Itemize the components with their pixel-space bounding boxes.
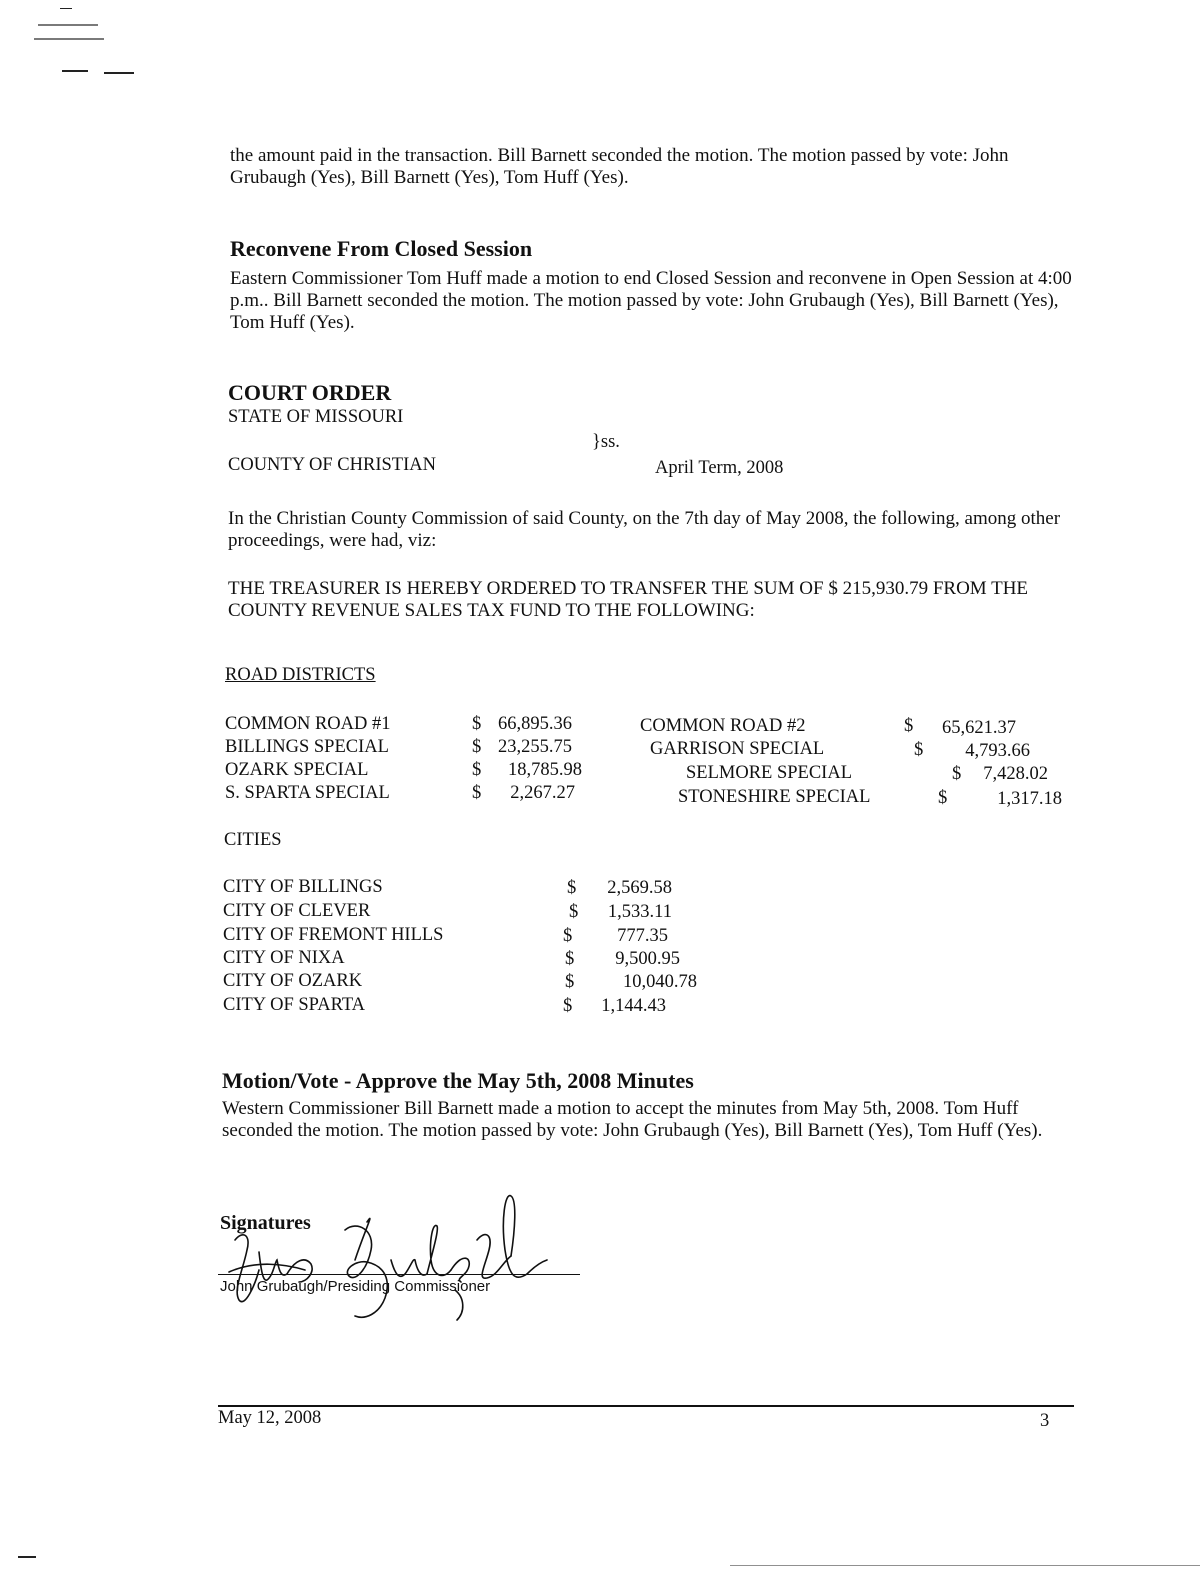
signatures-heading: Signatures xyxy=(220,1212,311,1234)
road-amount: 7,428.02 xyxy=(983,764,1048,784)
road-name: S. SPARTA SPECIAL xyxy=(225,783,390,803)
dollar-sign: $ xyxy=(569,902,579,922)
dollar-sign: $ xyxy=(563,996,573,1016)
term-label: April Term, 2008 xyxy=(655,458,784,478)
road-amount: 2,267.27 xyxy=(510,783,575,803)
city-amount: 1,533.11 xyxy=(607,902,672,922)
road-districts-heading: ROAD DISTRICTS xyxy=(225,665,376,685)
dollar-sign: $ xyxy=(563,926,573,946)
footer-rule xyxy=(218,1405,1074,1407)
city-amount: 10,040.78 xyxy=(623,972,697,992)
road-amount: 66,895.36 xyxy=(498,714,572,734)
dollar-sign: $ xyxy=(914,740,924,760)
city-name: CITY OF CLEVER xyxy=(223,901,371,921)
reconvene-body: Eastern Commissioner Tom Huff made a motion to end Closed Session and reconvene in Open Session at 4:00 p.m.. Bill Barnett seconded the motion. The motion passed by vote: John Grubaugh (Yes), Bill Barnett (Yes), Tom Huff (Yes). xyxy=(230,268,1072,333)
city-amount: 777.35 xyxy=(617,926,668,946)
dollar-sign: $ xyxy=(472,783,482,803)
road-amount: 1,317.18 xyxy=(997,789,1062,809)
dollar-sign: $ xyxy=(567,878,577,898)
city-name: CITY OF OZARK xyxy=(223,971,363,991)
road-name: GARRISON SPECIAL xyxy=(650,739,825,759)
dollar-sign: $ xyxy=(565,972,575,992)
page-number: 3 xyxy=(1040,1411,1050,1431)
court-order-preamble: In the Christian County Commission of said County, on the 7th day of May 2008, the following, among other proceedings, were had, viz: xyxy=(228,508,1061,551)
scan-mark xyxy=(62,70,88,72)
road-name: BILLINGS SPECIAL xyxy=(225,737,389,757)
road-amount: 23,255.75 xyxy=(498,737,572,757)
city-amount: 9,500.95 xyxy=(615,949,680,969)
city-name: CITY OF BILLINGS xyxy=(223,877,383,897)
road-amount: 65,621.37 xyxy=(942,718,1016,738)
county-label: COUNTY OF CHRISTIAN xyxy=(228,455,436,475)
road-name: STONESHIRE SPECIAL xyxy=(678,787,871,807)
road-amount: 4,793.66 xyxy=(965,741,1030,761)
signer-line-label: John Grubaugh/Presiding Commissioner xyxy=(220,1278,491,1295)
dollar-sign: $ xyxy=(472,737,482,757)
reconvene-heading: Reconvene From Closed Session xyxy=(230,236,533,261)
scan-mark xyxy=(104,72,134,74)
dollar-sign: $ xyxy=(565,949,575,969)
minutes-motion-heading: Motion/Vote - Approve the May 5th, 2008 Minutes xyxy=(222,1068,694,1093)
handwritten-signature xyxy=(215,1190,555,1330)
dollar-sign: $ xyxy=(938,788,948,808)
scan-mark xyxy=(730,1565,1200,1566)
scan-mark xyxy=(60,8,72,9)
transfer-order: THE TREASURER IS HEREBY ORDERED TO TRANSFER THE SUM OF $ 215,930.79 FROM THE COUNTY REVENUE SALES TAX FUND TO THE FOLLOWING: xyxy=(228,578,1029,621)
road-name: SELMORE SPECIAL xyxy=(686,763,853,783)
road-name: OZARK SPECIAL xyxy=(225,760,369,780)
dollar-sign: $ xyxy=(472,760,482,780)
ss-label: }ss. xyxy=(592,432,620,452)
road-amount: 18,785.98 xyxy=(508,760,582,780)
footer-date: May 12, 2008 xyxy=(218,1408,322,1428)
dollar-sign: $ xyxy=(472,714,482,734)
road-name: COMMON ROAD #1 xyxy=(225,714,391,734)
scan-mark xyxy=(34,38,104,40)
city-name: CITY OF FREMONT HILLS xyxy=(223,925,444,945)
city-amount: 2,569.58 xyxy=(607,878,672,898)
signature-line xyxy=(218,1274,580,1275)
dollar-sign: $ xyxy=(904,716,914,736)
intro-paragraph: the amount paid in the transaction. Bill Barnett seconded the motion. The motion passed by vote: John Grubaugh (Yes), Bill Barnett (Yes), Tom Huff (Yes). xyxy=(230,145,1009,188)
road-name: COMMON ROAD #2 xyxy=(640,716,806,736)
city-name: CITY OF SPARTA xyxy=(223,995,366,1015)
cities-heading: CITIES xyxy=(224,830,282,850)
scan-mark xyxy=(18,1556,36,1558)
city-name: CITY OF NIXA xyxy=(223,948,345,968)
minutes-motion-body: Western Commissioner Bill Barnett made a motion to accept the minutes from May 5th, 2008. Tom Huff seconded the motion. The motion passed by vote: John Grubaugh (Yes), Bill Barnett (Yes), Tom Huff (Yes). xyxy=(222,1098,1043,1141)
court-order-heading: COURT ORDER xyxy=(228,380,392,405)
dollar-sign: $ xyxy=(952,764,962,784)
scan-mark xyxy=(38,24,98,26)
state-label: STATE OF MISSOURI xyxy=(228,407,404,427)
city-amount: 1,144.43 xyxy=(601,996,666,1016)
